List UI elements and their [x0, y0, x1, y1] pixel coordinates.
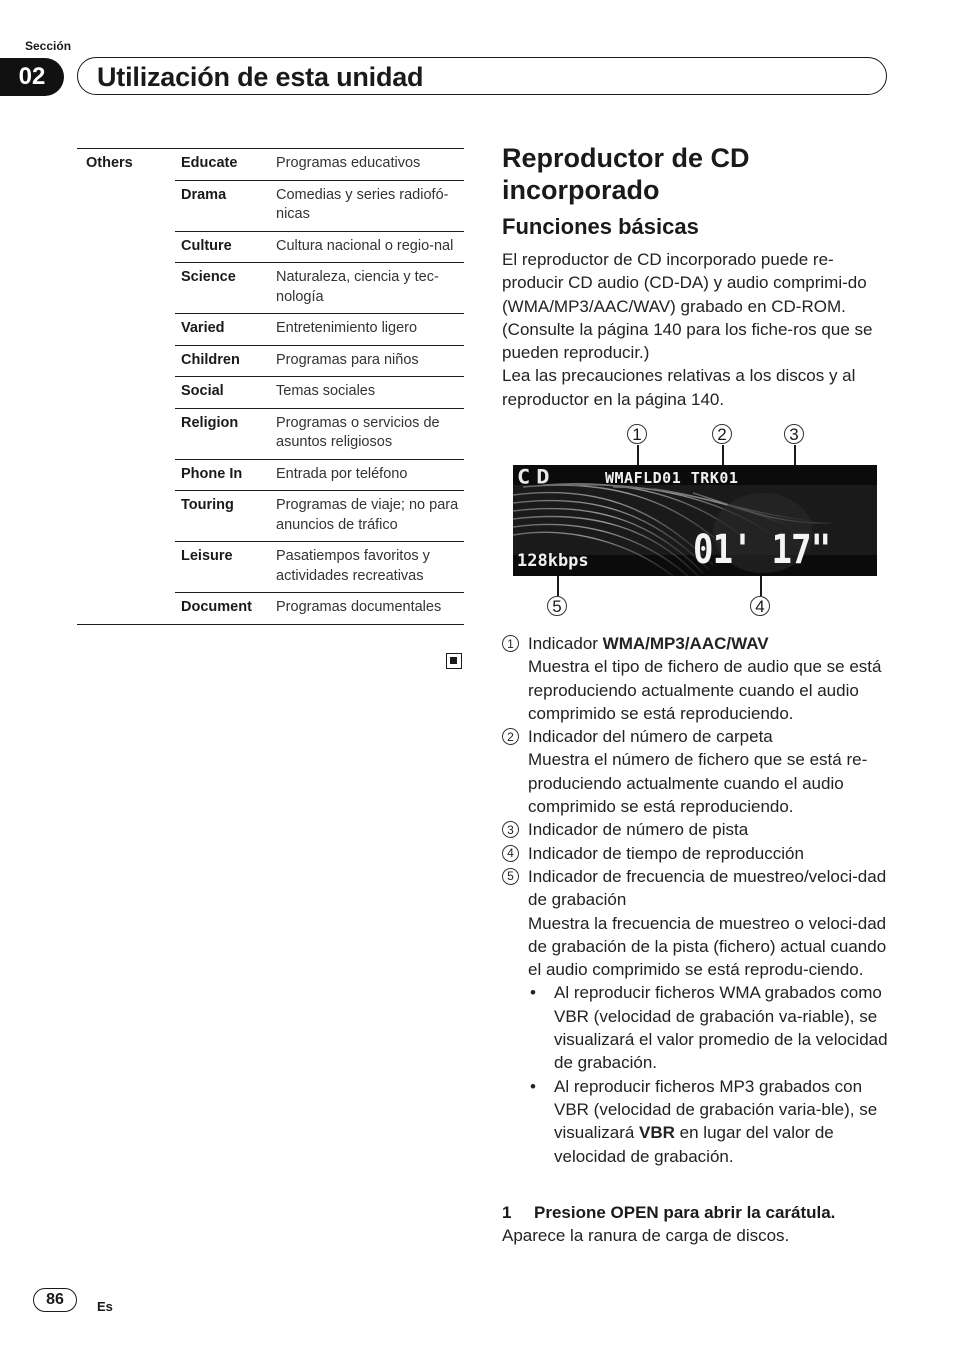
program-type-desc: Cultura nacional o regio-nal: [272, 231, 464, 263]
program-type-desc: Programas de viaje; no para anuncios de tráfico: [272, 491, 464, 542]
program-type-desc: Pasatiempos favoritos y actividades recreativas: [272, 542, 464, 593]
page-number: 86: [33, 1288, 77, 1312]
callout-line-5: [557, 576, 559, 596]
legend-desc: Muestra la frecuencia de muestreo o veloci-dad de grabación de la pista (fichero) actual cuando el audio comprimido se está reprodu-ciendo.: [528, 913, 887, 980]
display-play-time: 01' 17": [693, 527, 831, 573]
program-type-desc: Naturaleza, ciencia y tec-nología: [272, 263, 464, 314]
note-text: Al reproducir ficheros MP3 grabados con VBR (velocidad de grabación varia-ble), se visualizará: [554, 1076, 878, 1143]
chapter-title: Utilización de esta unidad: [97, 62, 424, 92]
program-type-desc: Programas educativos: [272, 149, 464, 181]
program-type-desc: Programas para niños: [272, 345, 464, 377]
intro-paragraph-2: Lea las precauciones relativas a los discos y al reproductor en la página 140.: [502, 366, 856, 409]
note-bold: VBR: [639, 1123, 675, 1143]
callout-4: 4: [750, 596, 770, 616]
legend-number: 4: [502, 845, 519, 862]
legend-number: 1: [502, 635, 519, 652]
group-cell: Others: [77, 149, 175, 181]
program-type-name: Document: [175, 593, 272, 625]
table-row: [77, 377, 464, 409]
display-source-label: CD: [517, 466, 556, 489]
note-text: en lugar del valor de velocidad de grabación.: [554, 1123, 834, 1166]
program-type-name: Drama: [175, 180, 272, 231]
legend-title: Indicador de frecuencia de muestreo/veloci-dad de grabación: [528, 866, 887, 910]
group-cell: [77, 231, 175, 263]
legend-item: [502, 865, 890, 981]
group-cell: [77, 263, 175, 314]
callout-5: 5: [547, 596, 567, 616]
callout-line-4: [760, 576, 762, 596]
program-type-name: Phone In: [175, 459, 272, 491]
program-type-name: Culture: [175, 231, 272, 263]
section-label: Sección: [25, 39, 72, 53]
legend-title-bold: WMA/MP3/AAC/WAV: [602, 634, 769, 653]
program-type-desc: Entrada por teléfono: [272, 459, 464, 491]
table-row: [77, 542, 464, 593]
table-row: [77, 180, 464, 231]
table-row: [77, 149, 464, 181]
group-cell: [77, 408, 175, 459]
callout-line-1: [637, 445, 639, 467]
group-cell: [77, 180, 175, 231]
table-row: [77, 459, 464, 491]
program-type-name: Science: [175, 263, 272, 314]
program-type-name: Religion: [175, 408, 272, 459]
display-bitrate: 128kbps: [517, 551, 589, 571]
note-bullet: • Al reproducir ficheros WMA grabados como VBR (velocidad de grabación va-riable), se visualizará el valor promedio de la velocidad de grabación.: [528, 981, 890, 1074]
legend-number: 2: [502, 728, 519, 745]
step-number: 1: [502, 1203, 512, 1222]
legend-number: 3: [502, 821, 519, 838]
program-type-desc: Programas documentales: [272, 593, 464, 625]
program-type-name: Social: [175, 377, 272, 409]
group-cell: [77, 345, 175, 377]
callout-line-2: [722, 445, 724, 467]
program-type-name: Leisure: [175, 542, 272, 593]
table-row: [77, 491, 464, 542]
section-end-icon: [446, 653, 462, 669]
cd-display-illustration: [513, 465, 877, 576]
program-type-desc: Programas o servicios de asuntos religiosos: [272, 408, 464, 459]
legend-title: Indicador de tiempo de reproducción: [528, 843, 804, 863]
legend-title: Indicador: [528, 634, 603, 653]
legend-item: [502, 842, 890, 865]
program-type-desc: Entretenimiento ligero: [272, 314, 464, 346]
group-cell: [77, 314, 175, 346]
step-description: Aparece la ranura de carga de discos.: [502, 1226, 790, 1245]
group-cell: [77, 593, 175, 625]
group-cell: [77, 542, 175, 593]
legend-item: [502, 632, 890, 725]
step-title: Presione OPEN para abrir la carátula.: [534, 1203, 836, 1222]
page-heading: Reproductor de CD incorporado: [502, 143, 750, 205]
program-type-name: Varied: [175, 314, 272, 346]
section-number: 02: [0, 58, 64, 96]
subheading: Funciones básicas: [502, 214, 699, 239]
table-row: [77, 231, 464, 263]
program-type-name: Educate: [175, 149, 272, 181]
legend-item: [502, 725, 890, 818]
legend-title: Indicador de número de pista: [528, 820, 749, 840]
indicator-legend: [502, 632, 890, 1168]
note-bullet: [528, 1075, 890, 1168]
program-type-name: Children: [175, 345, 272, 377]
callout-2: 2: [712, 424, 732, 444]
table-row: [77, 263, 464, 314]
language-code: Es: [97, 1299, 113, 1314]
group-cell: [77, 491, 175, 542]
group-cell: [77, 459, 175, 491]
table-row: [77, 408, 464, 459]
program-type-name: Touring: [175, 491, 272, 542]
legend-desc: Muestra el número de fichero que se está re-produciendo actualmente cuando el audio comprimido se está reproduciendo.: [528, 750, 868, 817]
legend-title: Indicador del número de carpeta: [528, 727, 773, 747]
legend-number: 5: [502, 868, 519, 885]
callout-3: 3: [784, 424, 804, 444]
table-row: [77, 345, 464, 377]
program-type-desc: Temas sociales: [272, 377, 464, 409]
legend-item: [502, 818, 890, 841]
program-type-table: [77, 148, 464, 625]
table-row: [77, 593, 464, 625]
table-row: [77, 314, 464, 346]
program-type-desc: Comedias y series radiofó-nicas: [272, 180, 464, 231]
display-folder-track: WMAFLD01 TRK01: [605, 469, 739, 487]
step-1: [502, 1203, 835, 1223]
group-cell: [77, 377, 175, 409]
intro-paragraph-1: El reproductor de CD incorporado puede re-producir CD audio (CD-DA) y audio comprimi-do (WMA/MP3/AAC/WAV) grabado en CD-ROM. (Consulte la página 140 para los fiche-ros que se pueden reproducir.): [502, 250, 873, 363]
intro-text: [502, 248, 890, 411]
callout-1: 1: [627, 424, 647, 444]
legend-desc: Muestra el tipo de fichero de audio que se está reproduciendo actualmente cuando el audio comprimido se está reproduciendo.: [528, 657, 882, 723]
callout-line-3: [794, 445, 796, 467]
